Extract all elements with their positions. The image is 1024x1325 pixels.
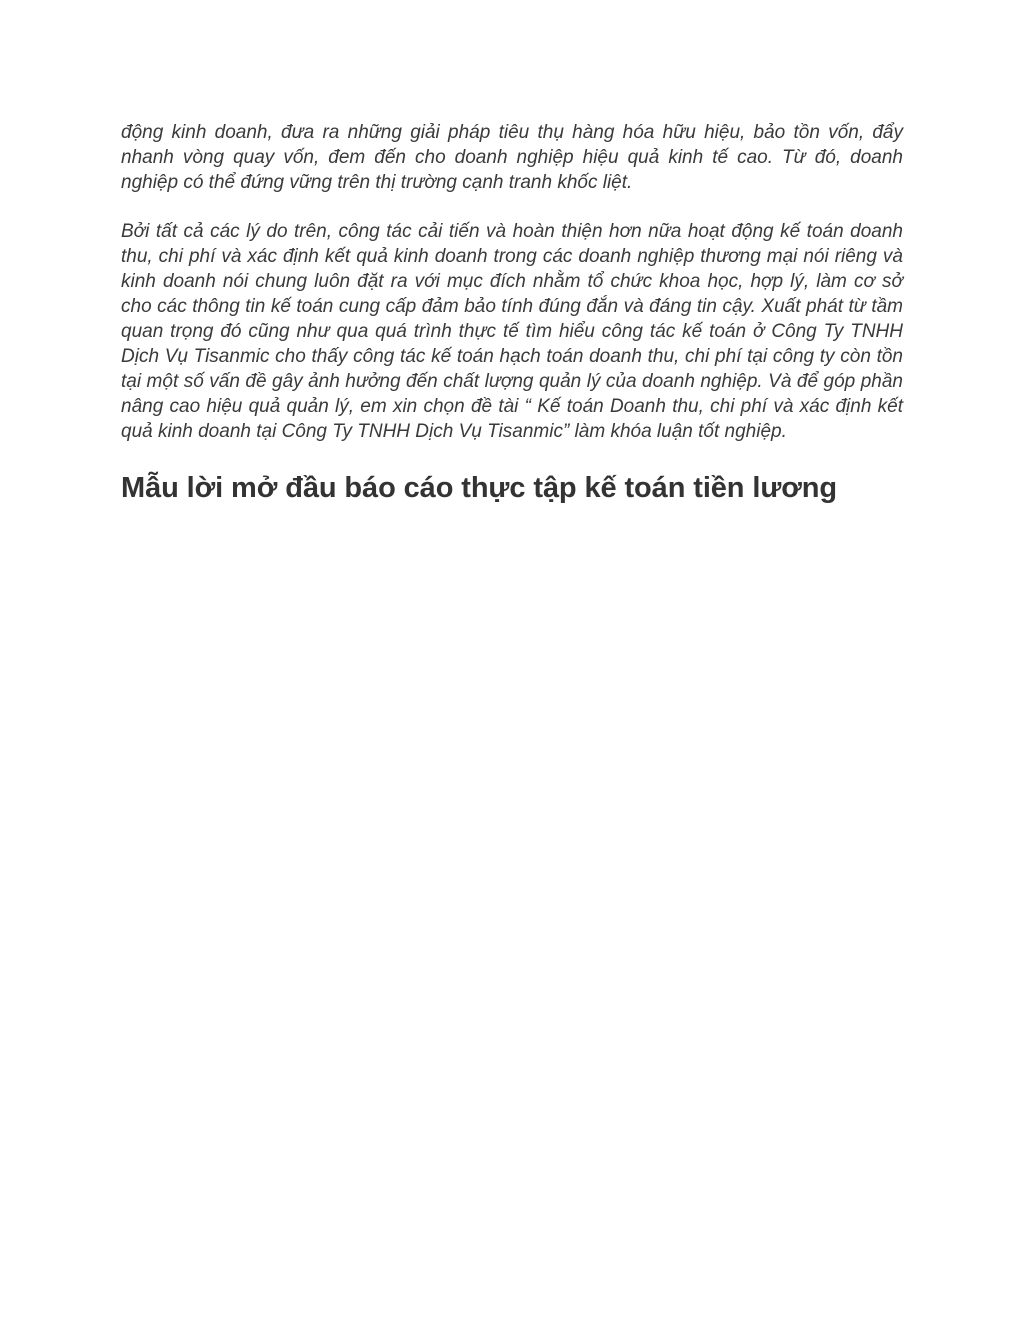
section-heading: Mẫu lời mở đầu báo cáo thực tập kế toán tiền lương	[121, 472, 837, 504]
document-body	[121, 120, 903, 508]
body-paragraph-2: Bởi tất cả các lý do trên, công tác cải tiến và hoàn thiện hơn nữa hoạt động kế toán doanh thu, chi phí và xác định kết quả kinh doanh trong các doanh nghiệp thương mại nói riêng và kinh doanh nói chung luôn đặt ra với mục đích nhằm tổ chức khoa học, hợp lý, làm cơ sở cho các thông tin kế toán cung cấp đảm bảo tính đúng đắn và đáng tin cậy. Xuất phát từ tầm quan trọng đó cũng như qua quá trình thực tế tìm hiểu công tác kế toán ở Công Ty TNHH Dịch Vụ Tisanmic cho thấy công tác kế toán hạch toán doanh thu, chi phí tại công ty còn tồn tại một số vấn đề gây ảnh hưởng đến chất lượng quản lý của doanh nghiệp. Và để góp phần nâng cao hiệu quả quản lý, em xin chọn đề tài “ Kế toán Doanh thu, chi phí và xác định kết quả kinh doanh tại Công Ty TNHH Dịch Vụ Tisanmic” làm khóa luận tốt nghiệp.	[121, 221, 903, 442]
body-paragraph-1: động kinh doanh, đưa ra những giải pháp tiêu thụ hàng hóa hữu hiệu, bảo tồn vốn, đẩy nhanh vòng quay vốn, đem đến cho doanh nghiệp hiệu quả kinh tế cao. Từ đó, doanh nghiệp có thể đứng vững trên thị trường cạnh tranh khốc liệt.	[121, 122, 903, 193]
